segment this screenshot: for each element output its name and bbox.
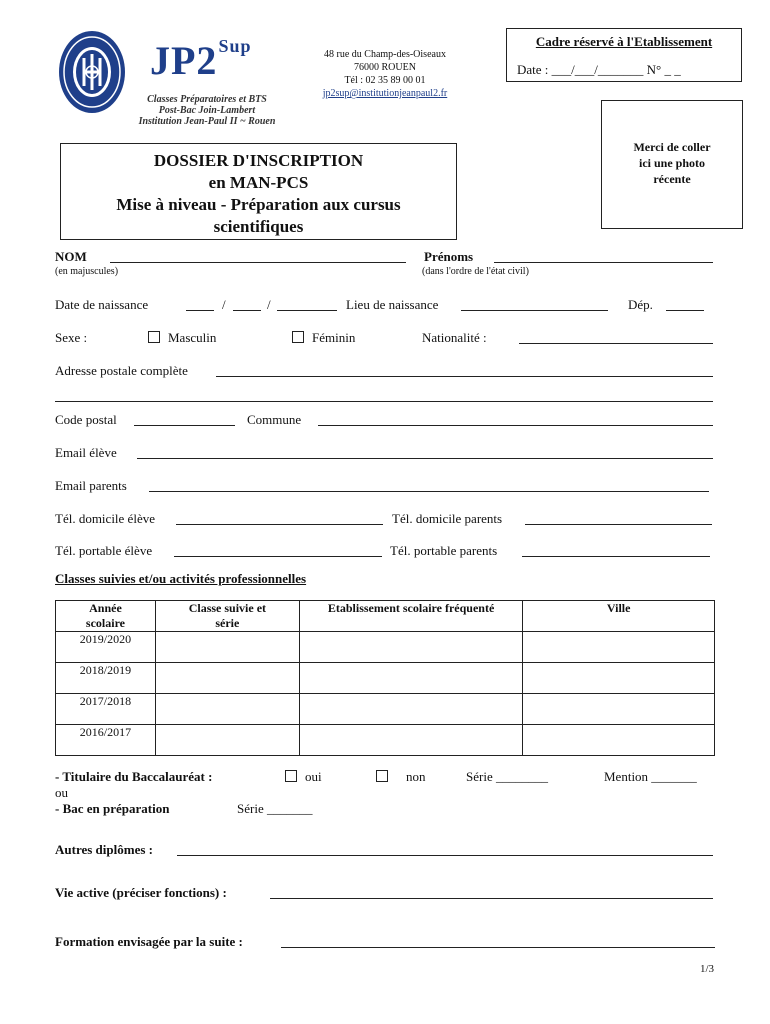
tel-portable-parents-field[interactable] <box>522 556 710 557</box>
ville-cell[interactable] <box>523 632 715 663</box>
autres-diplomes-field[interactable] <box>177 855 713 856</box>
etablissement-cell[interactable] <box>299 663 523 694</box>
dep-field[interactable] <box>666 310 704 311</box>
table-row <box>56 694 715 725</box>
reserved-box-date: Date : ___/___/_______ N° _ _ <box>517 62 681 77</box>
classe-cell[interactable] <box>155 725 299 756</box>
year-cell: 2018/2019 <box>56 663 156 694</box>
feminin-label: Féminin <box>312 330 356 345</box>
title-box: DOSSIER D'INSCRIPTION en MAN-PCS Mise à niveau - Préparation aux cursus scientifiques <box>60 143 457 240</box>
history-section-title: Classes suivies et/ou activités professionnelles <box>55 571 307 586</box>
dep-label: Dép. <box>628 297 653 312</box>
bac-preparation-label: - Bac en préparation <box>55 801 170 816</box>
tel-domicile-eleve-label: Tél. domicile élève <box>55 511 155 526</box>
bac-mention-field[interactable]: Mention _______ <box>604 769 697 784</box>
masculin-checkbox[interactable] <box>148 331 160 343</box>
prenoms-hint: (dans l'ordre de l'état civil) <box>422 266 529 277</box>
tel-portable-eleve-field[interactable] <box>174 556 382 557</box>
birth-day-field[interactable] <box>186 310 214 311</box>
header-annee: Année scolaire <box>56 601 156 632</box>
date-naissance-label: Date de naissance <box>55 297 149 312</box>
masculin-label: Masculin <box>168 330 217 345</box>
bac-non-label: non <box>406 769 426 784</box>
header-classe: Classe suivie et série <box>155 601 299 632</box>
prenoms-label: Prénoms <box>424 249 474 264</box>
school-email-link[interactable]: jp2sup@institutionjeanpaul2.fr <box>322 88 448 99</box>
brand-logo-text: $JP2^{Sup}$ <box>150 36 252 83</box>
nom-field[interactable] <box>110 262 406 263</box>
nom-label: NOM <box>55 249 87 264</box>
ou-label: ou <box>55 785 68 800</box>
institution-seal-logo <box>58 30 126 114</box>
table-row <box>56 725 715 756</box>
tel-portable-eleve-label: Tél. portable élève <box>55 543 153 558</box>
classe-cell[interactable] <box>155 694 299 725</box>
lieu-naissance-label: Lieu de naissance <box>346 297 439 312</box>
bac-preparation-serie-field[interactable]: Série _______ <box>237 801 313 816</box>
reserved-box-title: Cadre réservé à l'Etablissement <box>535 34 713 49</box>
tel-domicile-parents-field[interactable] <box>525 524 712 525</box>
nom-hint: (en majuscules) <box>55 266 119 277</box>
date-separator: / <box>222 297 226 312</box>
nationalite-label: Nationalité : <box>422 330 487 345</box>
bac-oui-checkbox[interactable] <box>285 770 297 782</box>
table-row <box>56 663 715 694</box>
birth-month-field[interactable] <box>233 310 261 311</box>
autres-diplomes-label: Autres diplômes : <box>55 842 153 857</box>
etablissement-cell[interactable] <box>299 694 523 725</box>
formation-field[interactable] <box>281 947 715 948</box>
tel-domicile-parents-label: Tél. domicile parents <box>392 511 503 526</box>
nationalite-field[interactable] <box>519 343 713 344</box>
table-row <box>56 632 715 663</box>
commune-field[interactable] <box>318 425 713 426</box>
vie-active-label: Vie active (préciser fonctions) : <box>55 885 227 900</box>
reserved-box <box>506 28 742 82</box>
ville-cell[interactable] <box>523 663 715 694</box>
page-number: 1/3 <box>699 963 714 975</box>
header-ville: Ville <box>523 601 715 632</box>
tel-domicile-eleve-field[interactable] <box>176 524 383 525</box>
email-eleve-field[interactable] <box>137 458 713 459</box>
classe-cell[interactable] <box>155 632 299 663</box>
formation-label: Formation envisagée par la suite : <box>55 934 243 949</box>
birth-year-field[interactable] <box>277 310 337 311</box>
ville-cell[interactable] <box>523 725 715 756</box>
year-cell: 2016/2017 <box>56 725 156 756</box>
prenoms-field[interactable] <box>494 262 713 263</box>
adresse-field-line2[interactable] <box>55 401 713 402</box>
date-separator: / <box>267 297 271 312</box>
etablissement-cell[interactable] <box>299 632 523 663</box>
bac-oui-label: oui <box>305 769 322 784</box>
code-postal-label: Code postal <box>55 412 117 427</box>
sexe-label: Sexe : <box>55 330 88 345</box>
classe-cell[interactable] <box>155 663 299 694</box>
ville-cell[interactable] <box>523 694 715 725</box>
bac-non-checkbox[interactable] <box>376 770 388 782</box>
bac-serie-field[interactable]: Série ________ <box>466 769 548 784</box>
photo-box: Merci de coller ici une photo récente <box>601 100 743 229</box>
email-eleve-label: Email élève <box>55 445 117 460</box>
doc-title: DOSSIER D'INSCRIPTION <box>153 151 364 170</box>
vie-active-field[interactable] <box>270 898 713 899</box>
feminin-checkbox[interactable] <box>292 331 304 343</box>
school-address: 48 rue du Champ-des-Oiseaux 76000 ROUEN Tél : 02 35 89 00 01 jp2sup@institutionjeanpaul2.fr <box>322 49 448 99</box>
lieu-naissance-field[interactable] <box>461 310 608 311</box>
commune-label: Commune <box>247 412 302 427</box>
history-table <box>55 600 715 756</box>
adresse-label: Adresse postale complète <box>55 363 188 378</box>
year-cell: 2017/2018 <box>56 694 156 725</box>
history-header-row <box>56 601 715 632</box>
code-postal-field[interactable] <box>134 425 235 426</box>
header-etablissement: Etablissement scolaire fréquenté <box>299 601 523 632</box>
brand-tagline: Classes Préparatoires et BTS Post-Bac Join-Lambert Institution Jean-Paul II ~ Rouen <box>138 94 276 127</box>
email-parents-field[interactable] <box>149 491 709 492</box>
adresse-field[interactable] <box>216 376 713 377</box>
year-cell: 2019/2020 <box>56 632 156 663</box>
bac-titulaire-label: - Titulaire du Baccalauréat : <box>55 769 213 784</box>
tel-portable-parents-label: Tél. portable parents <box>390 543 498 558</box>
email-parents-label: Email parents <box>55 478 127 493</box>
etablissement-cell[interactable] <box>299 725 523 756</box>
